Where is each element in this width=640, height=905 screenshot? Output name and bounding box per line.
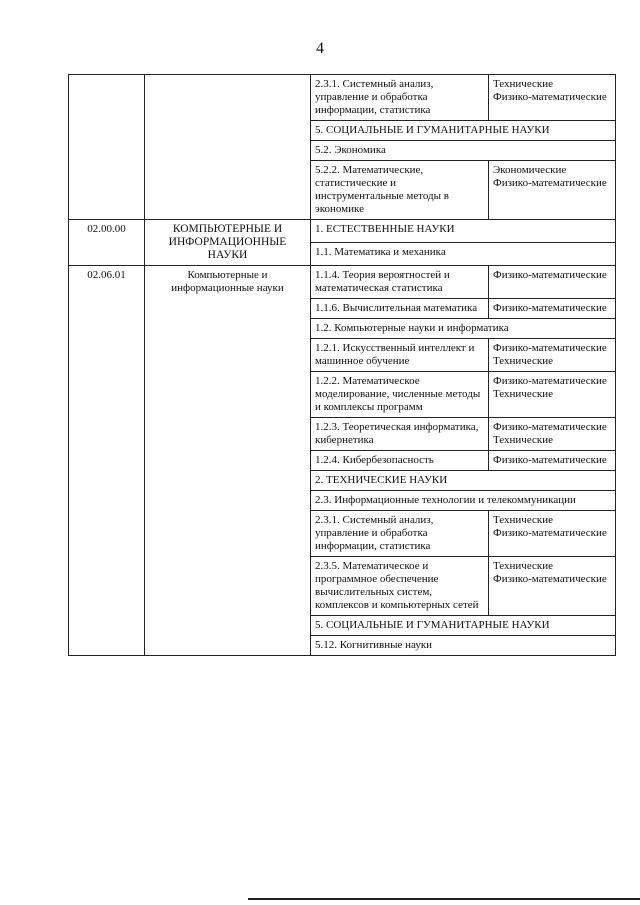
specialty-cell: 2.3.5. Математическое и программное обеспечение вычислительных систем, комплексов и компьютерных сетей (311, 557, 489, 616)
branch-label: Физико-математические (493, 421, 607, 433)
branch-label: Физико-математические (493, 177, 607, 189)
specialty-cell: 2.3.1. Системный анализ, управление и обработка информации, статистика (311, 511, 489, 557)
branch-cell (489, 451, 616, 471)
specialty-cell: 5.2.2. Математические, статистические и инструментальные методы в экономике (311, 161, 489, 220)
branch-label: Физико-математические (493, 91, 607, 103)
section-heading: 2. ТЕХНИЧЕСКИЕ НАУКИ (311, 471, 616, 491)
branch-label: Технические (493, 514, 553, 526)
specialty-cell: 2.3.1. Системный анализ, управление и обработка информации, статистика (311, 75, 489, 121)
specialty-cell: 1.2.4. Кибербезопасность (311, 451, 489, 471)
branch-label: Технические (493, 560, 553, 572)
section-heading: 1.2. Компьютерные науки и информатика (311, 319, 616, 339)
scan-edge-line (248, 898, 640, 900)
specialty-cell: 1.1.6. Вычислительная математика (311, 299, 489, 319)
group-name: КОМПЬЮТЕРНЫЕ И ИНФОРМАЦИОННЫЕ НАУКИ (145, 220, 311, 266)
branch-label: Физико-математические (493, 375, 607, 387)
branch-cell (489, 266, 616, 299)
page-number: 4 (316, 40, 324, 57)
branch-label: Технические (493, 78, 553, 90)
section-heading: 5. СОЦИАЛЬНЫЕ И ГУМАНИТАРНЫЕ НАУКИ (311, 616, 616, 636)
group-code: 02.00.00 (69, 220, 145, 266)
table-row (69, 220, 616, 243)
branch-cell (489, 557, 616, 616)
section-heading: 5.12. Когнитивные науки (311, 636, 616, 656)
section-heading: 5.2. Экономика (311, 141, 616, 161)
specialty-cell: 1.2.3. Теоретическая информатика, кибернетика (311, 418, 489, 451)
branch-label: Физико-математические (493, 454, 607, 466)
branch-label: Технические (493, 434, 553, 446)
table-body (69, 75, 616, 656)
code-cell-empty (69, 75, 145, 220)
branch-cell (489, 75, 616, 121)
branch-label: Технические (493, 388, 553, 400)
branch-label: Технические (493, 355, 553, 367)
direction-name: Компьютерные и информационные науки (145, 266, 311, 656)
specialty-cell: 1.1.4. Теория вероятностей и математическая статистика (311, 266, 489, 299)
specialty-cell: 1.2.2. Математическое моделирование, численные методы и комплексы программ (311, 372, 489, 418)
name-cell-empty (145, 75, 311, 220)
branch-label: Физико-математические (493, 269, 607, 281)
section-heading: 5. СОЦИАЛЬНЫЕ И ГУМАНИТАРНЫЕ НАУКИ (311, 121, 616, 141)
section-heading: 2.3. Информационные технологии и телекоммуникации (311, 491, 616, 511)
table-row (69, 266, 616, 299)
branch-label: Экономические (493, 164, 567, 176)
branch-cell (489, 372, 616, 418)
branch-cell (489, 299, 616, 319)
table-row (69, 75, 616, 121)
branch-label: Физико-математические (493, 342, 607, 354)
section-heading: 1. ЕСТЕСТВЕННЫЕ НАУКИ (311, 220, 616, 243)
branch-cell (489, 511, 616, 557)
branch-cell (489, 339, 616, 372)
specialty-cell: 1.2.1. Искусственный интеллект и машинное обучение (311, 339, 489, 372)
direction-code: 02.06.01 (69, 266, 145, 656)
branch-cell (489, 418, 616, 451)
branch-cell (489, 161, 616, 220)
branch-label: Физико-математические (493, 527, 607, 539)
branch-label: Физико-математические (493, 573, 607, 585)
specialties-table (68, 74, 616, 656)
branch-label: Физико-математические (493, 302, 607, 314)
section-heading: 1.1. Математика и механика (311, 243, 616, 266)
